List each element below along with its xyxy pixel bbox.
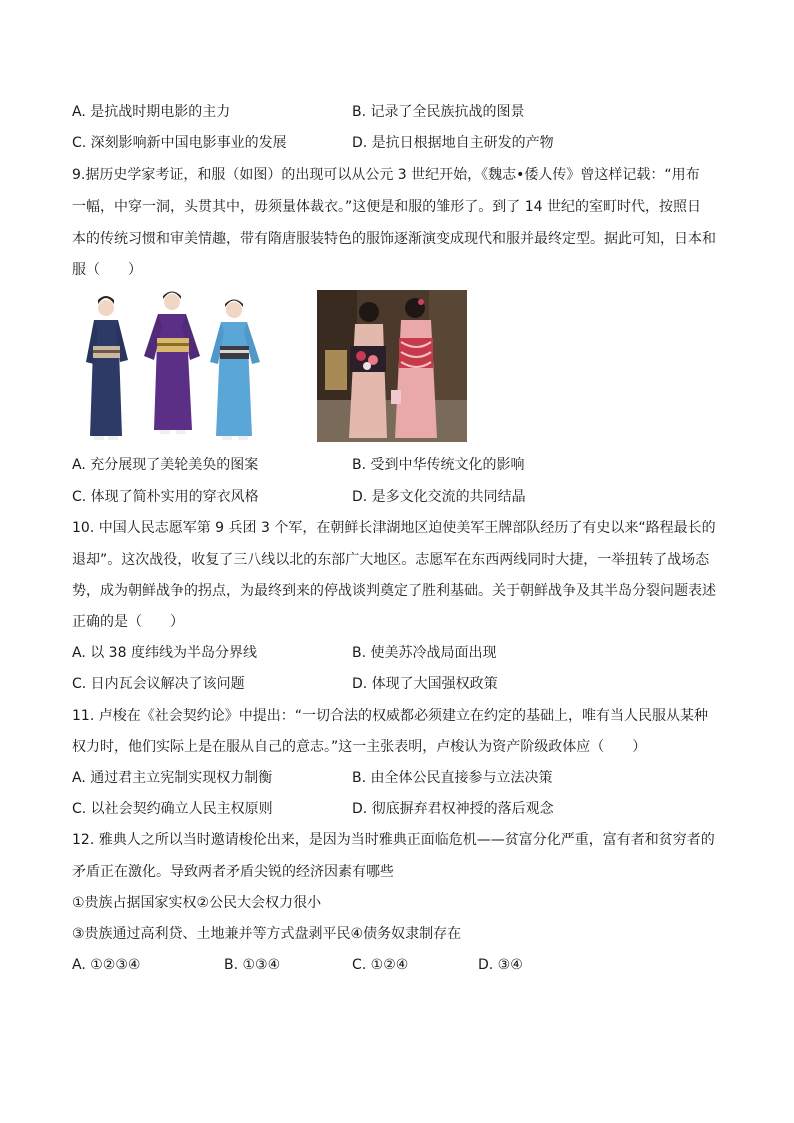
q10-options-row-1 — [72, 643, 732, 663]
q11-option-c[interactable]: C. 以社会契约确立人民主权原则 — [72, 801, 273, 817]
q10-stem-line-2: 退却”。这次战役，收复了三八线以北的东部广大地区。志愿军在东西两线同时大捷，一举扭转了战场态 — [72, 552, 710, 568]
q10-option-b[interactable]: B. 使美苏冷战局面出现 — [352, 645, 497, 661]
q10-stem-line-3: 势，成为朝鲜战争的拐点，为最终到来的停战谈判奠定了胜利基础。关于朝鲜战争及其半岛分裂问题表述 — [72, 583, 716, 599]
q11-stem-line-1: 11. 卢梭在《社会契约论》中提出：“一切合法的权威都必须建立在约定的基础上，唯有当人民服从某种 — [72, 708, 708, 724]
q9-options-row-2 — [72, 487, 732, 507]
q12-statement-line-2: ③贵族通过高利贷、土地兼并等方式盘剥平民④债务奴隶制存在 — [72, 926, 462, 942]
q12-stem-line-1: 12. 雅典人之所以当时邀请梭伦出来，是因为当时雅典正面临危机——贫富分化严重，富有者和贫穷者的 — [72, 832, 715, 848]
q9-option-c[interactable]: C. 体现了简朴实用的穿衣风格 — [72, 489, 259, 505]
q10-option-c[interactable]: C. 日内瓦会议解决了该问题 — [72, 676, 245, 692]
q11-options-row-2 — [72, 799, 732, 819]
q8-option-c[interactable]: C. 深刻影响新中国电影事业的发展 — [72, 135, 287, 151]
q12-option-c[interactable]: C. ①②④ — [352, 957, 409, 973]
q11-stem-line-2: 权力时，他们实际上是在服从自己的意志。”这一主张表明，卢梭认为资产阶级政体应（ ） — [72, 739, 647, 755]
q10-stem-line-1: 10. 中国人民志愿军第 9 兵团 3 个军，在朝鲜长津湖地区迫使美军王牌部队经历了有史以来“路程最长的 — [72, 520, 716, 536]
q9-option-a[interactable]: A. 充分展现了美轮美奂的图案 — [72, 457, 259, 473]
kimono-figures-illustration — [72, 290, 264, 442]
q12-option-a[interactable]: A. ①②③④ — [72, 957, 141, 973]
q11-option-a[interactable]: A. 通过君主立宪制实现权力制衡 — [72, 770, 273, 786]
q8-options-row-1 — [72, 102, 732, 122]
q9-stem-line-4: 服（ ） — [72, 262, 142, 278]
q10-option-d[interactable]: D. 体现了大国强权政策 — [352, 676, 498, 692]
q8-option-a[interactable]: A. 是抗战时期电影的主力 — [72, 104, 231, 120]
q9-option-b[interactable]: B. 受到中华传统文化的影响 — [352, 457, 525, 473]
q10-option-a[interactable]: A. 以 38 度纬线为半岛分界线 — [72, 645, 257, 661]
q9-stem-line-2: 一幅，中穿一洞，头贯其中，毋须量体裁衣。”这便是和服的雏形了。到了 14 世纪的室町时代，按照日 — [72, 199, 701, 215]
q8-option-d[interactable]: D. 是抗日根据地自主研发的产物 — [352, 135, 554, 151]
q12-options-row — [72, 955, 732, 975]
q12-stem-line-2: 矛盾正在激化。导致两者矛盾尖锐的经济因素有哪些 — [72, 864, 394, 880]
q12-option-b[interactable]: B. ①③④ — [224, 957, 281, 973]
q9-options-row-1 — [72, 455, 732, 475]
kimono-figures-image — [72, 290, 264, 442]
q10-options-row-2 — [72, 674, 732, 694]
q11-option-b[interactable]: B. 由全体公民直接参与立法决策 — [352, 770, 553, 786]
q12-statement-line-1: ①贵族占据国家实权②公民大会权力很小 — [72, 895, 322, 911]
q12-option-d[interactable]: D. ③④ — [478, 957, 523, 973]
q11-option-d[interactable]: D. 彻底摒弃君权神授的落后观念 — [352, 801, 554, 817]
q9-stem-line-1: 9.据历史学家考证，和服（如图）的出现可以从公元 3 世纪开始，《魏志•倭人传》曾这样记载：“用布 — [72, 167, 700, 183]
q8-options-row-2 — [72, 133, 732, 153]
q9-stem-line-3: 本的传统习惯和审美情趣，带有隋唐服装特色的服饰逐渐演变成现代和服并最终定型。据此可知，日本和 — [72, 231, 716, 247]
q11-options-row-1 — [72, 768, 732, 788]
kimono-photo-illustration — [317, 290, 467, 442]
q8-option-b[interactable]: B. 记录了全民族抗战的图景 — [352, 104, 525, 120]
kimono-photo-image — [317, 290, 467, 442]
q10-stem-line-4: 正确的是（ ） — [72, 614, 184, 630]
q9-option-d[interactable]: D. 是多文化交流的共同结晶 — [352, 489, 526, 505]
